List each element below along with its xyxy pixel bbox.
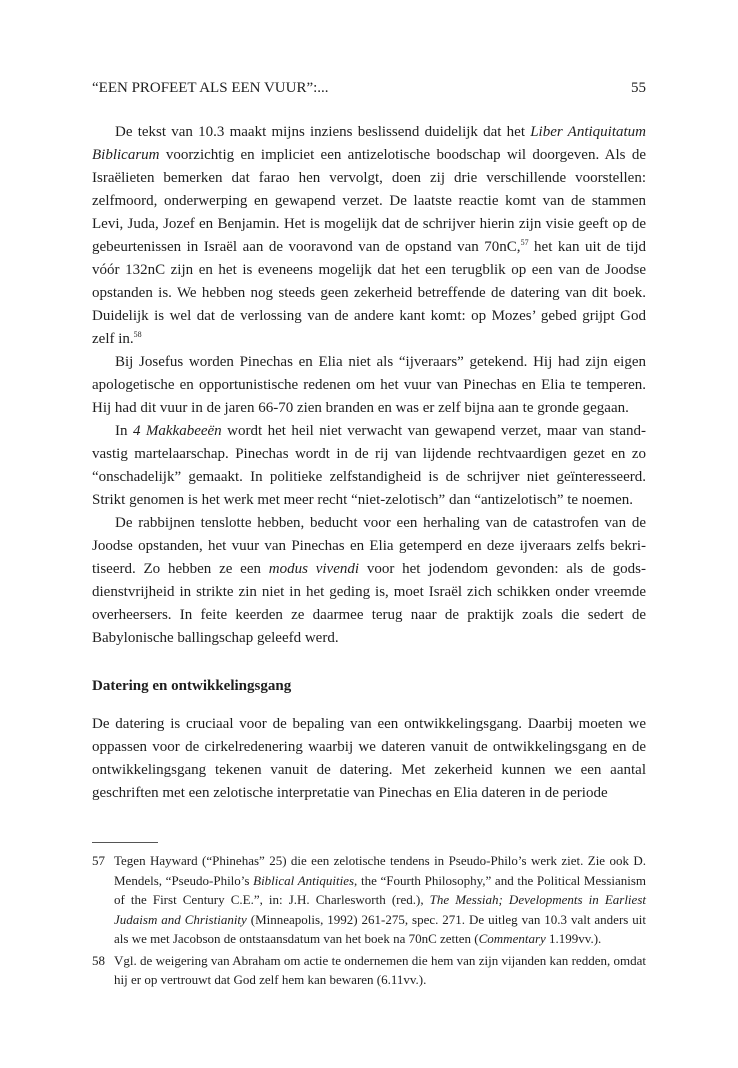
text-run-italic: Liber Antiquitatum Biblicarum: [92, 124, 646, 163]
text-run: Bij Josefus worden Pinechas en Elia niet als “ijveraars” getekend. Hij had zijn eigen apologetische en opportunistische redenen om het vuur van Pinechas en Elia te temperen. Hij had dit vuur in de jaren 66-70 zien branden en was er zelf bijna aan te gronde gegaan.: [92, 354, 646, 416]
text-run: (Minneapolis, 1992) 261-275, spec. 271. De uitleg van 10.3 valt anders uit als we met Jacobson de ontstaansdatum van het boek na 70nC zetten (: [114, 911, 646, 946]
paragraph: [92, 512, 646, 650]
text-run: De tekst van 10.3 maakt mijns inziens beslissend duidelijk dat het: [115, 124, 531, 140]
text-run: 1.199vv.).: [545, 931, 602, 946]
text-run-italic: Commentary: [478, 931, 546, 946]
text-run-italic: Biblical Antiquities: [253, 872, 355, 888]
paragraph: [92, 351, 646, 420]
text-run-italic: 4 Makkabeeën: [132, 423, 222, 439]
section-heading: Datering en ontwikkelingsgang: [92, 678, 292, 694]
paragraph: De datering is cruciaal voor de bepaling van een ontwikkelingsgang. Daarbij moeten we oppassen voor de cirkelredenering waarbij we dateren vanuit de ontwikkelingsgang en de ontwikkelingsgang tekenen vanuit de datering. Met zekerheid kunnen we een aantal geschriften met een zelotische interpretatie van Pinechas en Elia dateren in de periode: [92, 716, 646, 801]
footnote: [92, 851, 646, 949]
section-body: [92, 713, 646, 805]
footnote-ref: 58: [133, 330, 142, 339]
footnote-divider: [92, 842, 158, 843]
running-title: “EEN PROFEET ALS EEN VUUR”:...: [92, 80, 329, 96]
text-run: In: [115, 423, 133, 439]
text-run-italic: The Messiah; Developments in Earliest Judaism and Christianity: [114, 892, 646, 927]
running-header: [92, 78, 646, 98]
footnote-text: [114, 951, 646, 990]
text-run: voor het jodendom gevonden: als de godsdienstvrijheid in strikte zin niet in het geding is, moet Israël zich schikken onder vreemde overheersers. In feite keerden ze daarmee terug naar de praktijk zoals die sedert de Babylonische ballingschap geleefd werd.: [92, 561, 646, 646]
footnotes: [92, 851, 646, 992]
footnote-text: [114, 851, 646, 949]
footnote: [92, 951, 646, 990]
paragraph: [92, 121, 646, 351]
text-run-italic: modus vivendi: [268, 561, 360, 577]
footnote-number: 58: [92, 952, 105, 968]
text-run: voorzichtig en impliciet een antizelotische boodschap wil doorgeven. Als de Israëlieten bemerken dat farao hen vervolgt, doen zij drie verschillende voorstellen: zelfmoord, onderwerping en gewapend verzet. De laatste reactie komt van de stammen Levi, Juda, Jozef en Benjamin. Het is mogelijk dat de schrijver hierin zijn visie geeft op de gebeurtenissen in Israël aan de vooravond van de opstand van 70nC,: [92, 147, 646, 255]
page-number: 55: [631, 80, 646, 96]
footnote-ref: 57: [520, 238, 529, 247]
text-run: Tegen Hayward (“Phinehas” 25) die een zelotische tendens in Pseudo-Philo’s werk ziet. Zie ook D. Mendels, “Pseudo-Philo’s: [114, 853, 646, 888]
text-run: , the “Fourth Philosophy,” and the Political Messianism of the First Century C.E.”, in: J.H. Charlesworth (red.),: [114, 872, 646, 907]
paragraph: [92, 420, 646, 512]
text-run: wordt het heil niet verwacht van gewapend verzet, maar van standvastig martelaarschap. Pinechas wordt in de rij van lijdende rechtvaardigen gezet en zo “onschadelijk” gemaakt. In politieke zelfstandigheid is de schrijver niet geïnteresseerd. Strikt genomen is het werk met meer recht “niet-zelotisch” dan “antizelotisch” te noemen.: [92, 423, 647, 508]
text-run: Vgl. de weigering van Abraham om actie te ondernemen die hem van zijn vijanden kan redden, omdat hij er op vertrouwt dat God zelf hem kan bewaren (6.11vv.).: [114, 952, 646, 987]
text-run: De rabbijnen tenslotte hebben, beducht voor een herhaling van de catastrofen van de Joodse opstanden, het vuur van Pinechas en Elia getemperd en deze ijveraars zelfs bekritiseerd. Zo hebben ze een: [92, 515, 646, 577]
footnote-number: 57: [92, 853, 105, 868]
text-run: het kan uit de tijd vóór 132nC zijn en het is eveneens mogelijk dat het een terugblik op een van de Joodse opstanden is. We hebben nog steeds geen zekerheid betreffende de datering van dit boek. Duidelijk is wel dat de verlossing van de andere kant komt: op Mozes’ gebed grijpt God zelf in.: [92, 239, 646, 347]
body-text: [92, 121, 646, 650]
